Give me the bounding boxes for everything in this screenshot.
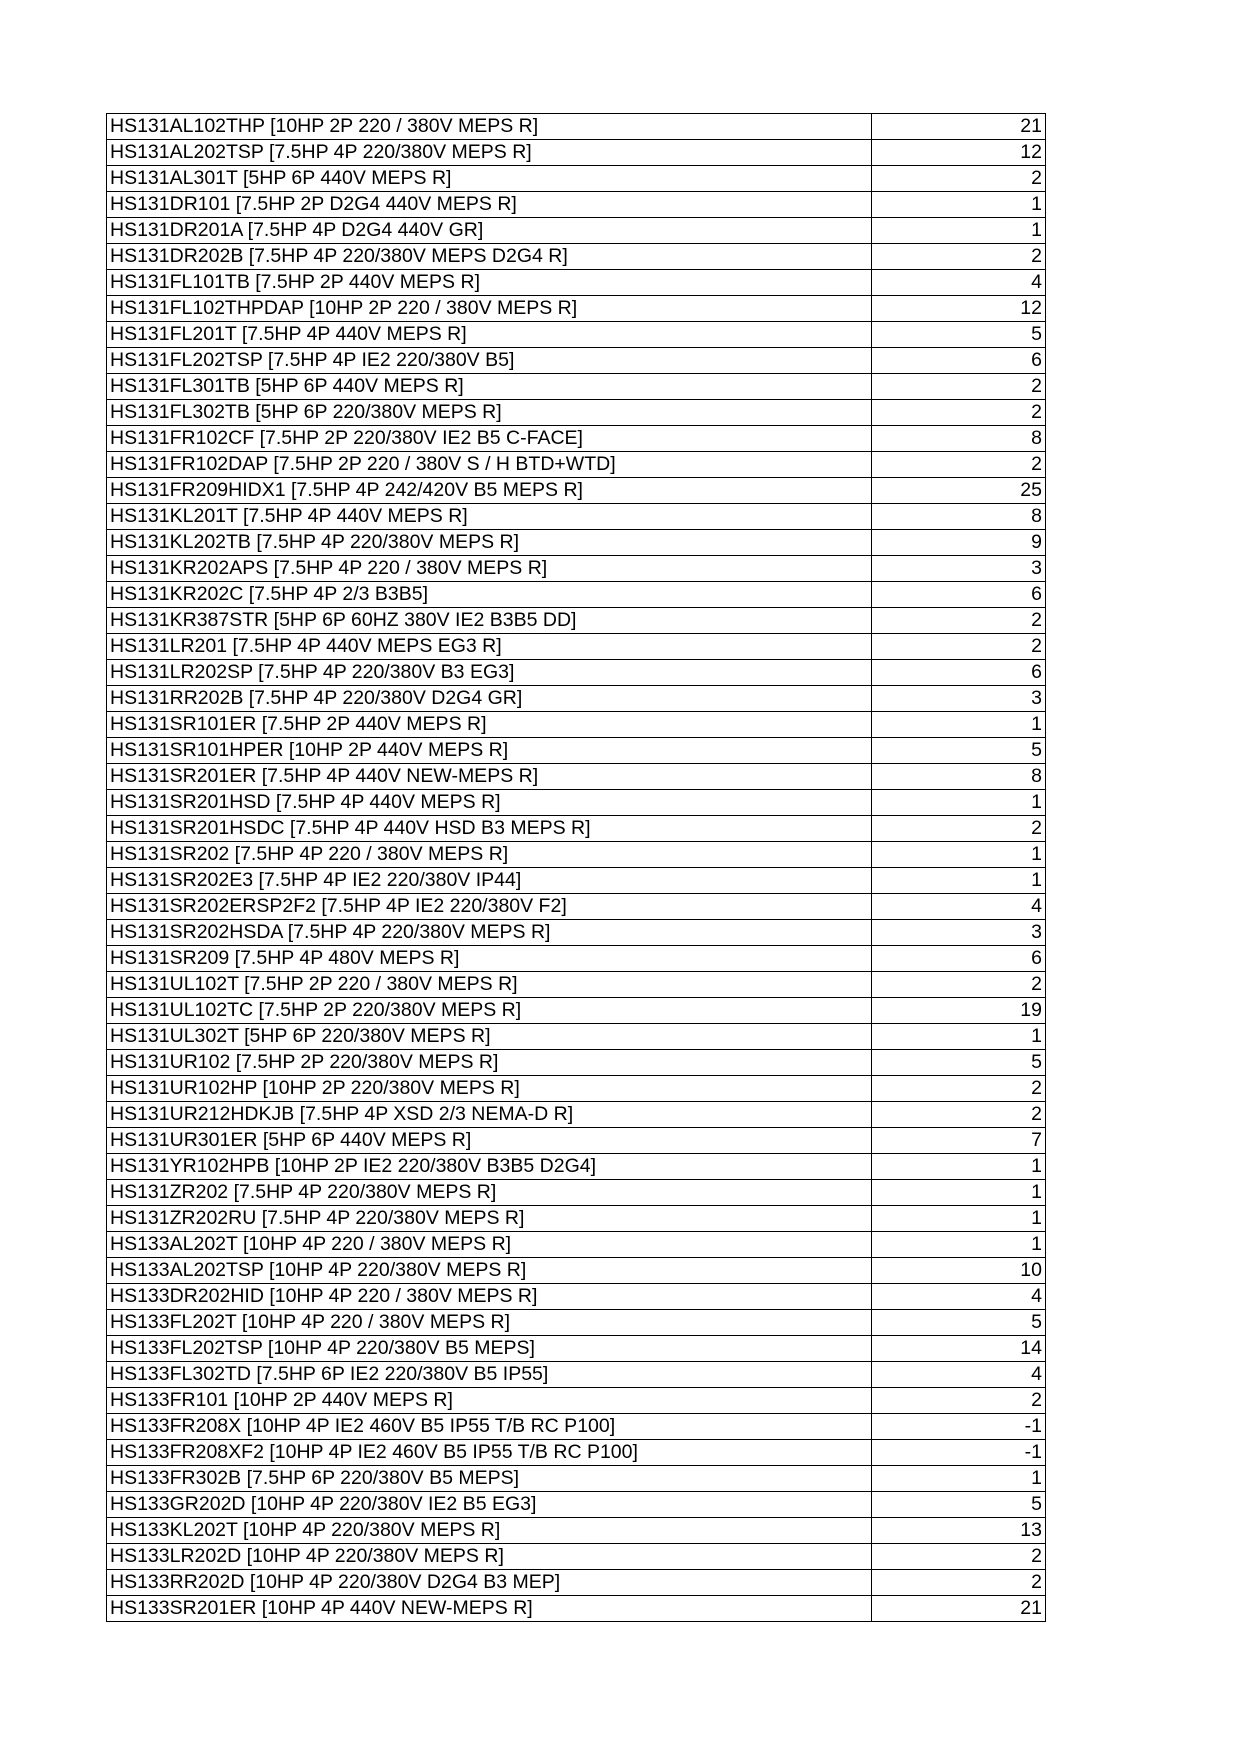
item-description-cell: HS131FR209HIDX1 [7.5HP 4P 242/420V B5 MEPS R] — [107, 478, 872, 504]
table-row — [107, 1388, 1046, 1414]
item-quantity-cell: 5 — [872, 1310, 1046, 1336]
item-quantity-cell: 1 — [872, 1206, 1046, 1232]
table-row — [107, 686, 1046, 712]
table-row — [107, 816, 1046, 842]
item-description-cell: HS131DR202B [7.5HP 4P 220/380V MEPS D2G4 R] — [107, 244, 872, 270]
item-description-cell: HS131KR202APS [7.5HP 4P 220 / 380V MEPS R] — [107, 556, 872, 582]
table-row — [107, 1102, 1046, 1128]
item-description-cell: HS131DR201A [7.5HP 4P D2G4 440V GR] — [107, 218, 872, 244]
table-row — [107, 400, 1046, 426]
table-row — [107, 1258, 1046, 1284]
table-row — [107, 296, 1046, 322]
table-row — [107, 166, 1046, 192]
table-row — [107, 1232, 1046, 1258]
item-quantity-cell: 5 — [872, 322, 1046, 348]
table-row — [107, 738, 1046, 764]
item-description-cell: HS133SR201ER [10HP 4P 440V NEW-MEPS R] — [107, 1596, 872, 1622]
item-description-cell: HS131SR101ER [7.5HP 2P 440V MEPS R] — [107, 712, 872, 738]
item-description-cell: HS131FL202TSP [7.5HP 4P IE2 220/380V B5] — [107, 348, 872, 374]
table-row — [107, 192, 1046, 218]
table-row — [107, 1440, 1046, 1466]
table-row — [107, 946, 1046, 972]
item-quantity-cell: 4 — [872, 1284, 1046, 1310]
item-description-cell: HS133FR208X [10HP 4P IE2 460V B5 IP55 T/B RC P100] — [107, 1414, 872, 1440]
table-row — [107, 1206, 1046, 1232]
item-description-cell: HS133FR208XF2 [10HP 4P IE2 460V B5 IP55 T/B RC P100] — [107, 1440, 872, 1466]
table-row — [107, 1518, 1046, 1544]
item-description-cell: HS131FL302TB [5HP 6P 220/380V MEPS R] — [107, 400, 872, 426]
item-description-cell: HS131AL202TSP [7.5HP 4P 220/380V MEPS R] — [107, 140, 872, 166]
item-quantity-cell: 8 — [872, 426, 1046, 452]
item-quantity-cell: 4 — [872, 1362, 1046, 1388]
item-description-cell: HS133FL302TD [7.5HP 6P IE2 220/380V B5 IP55] — [107, 1362, 872, 1388]
item-quantity-cell: 1 — [872, 1180, 1046, 1206]
item-quantity-cell: 9 — [872, 530, 1046, 556]
item-description-cell: HS133FR302B [7.5HP 6P 220/380V B5 MEPS] — [107, 1466, 872, 1492]
item-description-cell: HS131YR102HPB [10HP 2P IE2 220/380V B3B5 D2G4] — [107, 1154, 872, 1180]
table-row — [107, 1310, 1046, 1336]
item-quantity-cell: 2 — [872, 1570, 1046, 1596]
table-row — [107, 1336, 1046, 1362]
item-quantity-cell: 12 — [872, 296, 1046, 322]
table-row — [107, 218, 1046, 244]
table-row — [107, 556, 1046, 582]
table-row — [107, 920, 1046, 946]
inventory-table-body — [107, 114, 1046, 1622]
table-row — [107, 1284, 1046, 1310]
item-description-cell: HS131FL201T [7.5HP 4P 440V MEPS R] — [107, 322, 872, 348]
item-quantity-cell: 14 — [872, 1336, 1046, 1362]
item-quantity-cell: 1 — [872, 1466, 1046, 1492]
table-row — [107, 1050, 1046, 1076]
item-description-cell: HS131SR202 [7.5HP 4P 220 / 380V MEPS R] — [107, 842, 872, 868]
item-description-cell: HS133GR202D [10HP 4P 220/380V IE2 B5 EG3] — [107, 1492, 872, 1518]
item-quantity-cell: 5 — [872, 1050, 1046, 1076]
item-description-cell: HS131KR387STR [5HP 6P 60HZ 380V IE2 B3B5 DD] — [107, 608, 872, 634]
item-description-cell: HS131LR201 [7.5HP 4P 440V MEPS EG3 R] — [107, 634, 872, 660]
item-description-cell: HS133AL202TSP [10HP 4P 220/380V MEPS R] — [107, 1258, 872, 1284]
item-description-cell: HS131UR102 [7.5HP 2P 220/380V MEPS R] — [107, 1050, 872, 1076]
table-row — [107, 426, 1046, 452]
item-quantity-cell: 2 — [872, 400, 1046, 426]
table-row — [107, 764, 1046, 790]
item-description-cell: HS131LR202SP [7.5HP 4P 220/380V B3 EG3] — [107, 660, 872, 686]
item-quantity-cell: 1 — [872, 1024, 1046, 1050]
item-quantity-cell: 12 — [872, 140, 1046, 166]
table-row — [107, 452, 1046, 478]
table-row — [107, 972, 1046, 998]
table-row — [107, 244, 1046, 270]
table-row — [107, 608, 1046, 634]
item-description-cell: HS133FR101 [10HP 2P 440V MEPS R] — [107, 1388, 872, 1414]
item-quantity-cell: 6 — [872, 946, 1046, 972]
table-row — [107, 1076, 1046, 1102]
item-quantity-cell: -1 — [872, 1414, 1046, 1440]
item-description-cell: HS133KL202T [10HP 4P 220/380V MEPS R] — [107, 1518, 872, 1544]
item-quantity-cell: 7 — [872, 1128, 1046, 1154]
item-description-cell: HS131SR209 [7.5HP 4P 480V MEPS R] — [107, 946, 872, 972]
item-quantity-cell: 10 — [872, 1258, 1046, 1284]
item-quantity-cell: 3 — [872, 686, 1046, 712]
inventory-table — [106, 113, 1046, 1622]
item-quantity-cell: 8 — [872, 504, 1046, 530]
item-quantity-cell: 1 — [872, 1154, 1046, 1180]
item-quantity-cell: 3 — [872, 556, 1046, 582]
item-description-cell: HS131UL102T [7.5HP 2P 220 / 380V MEPS R] — [107, 972, 872, 998]
item-quantity-cell: 1 — [872, 218, 1046, 244]
item-description-cell: HS131SR201ER [7.5HP 4P 440V NEW-MEPS R] — [107, 764, 872, 790]
item-description-cell: HS131FL101TB [7.5HP 2P 440V MEPS R] — [107, 270, 872, 296]
item-quantity-cell: 1 — [872, 192, 1046, 218]
item-description-cell: HS131SR202HSDA [7.5HP 4P 220/380V MEPS R] — [107, 920, 872, 946]
item-quantity-cell: 5 — [872, 1492, 1046, 1518]
item-description-cell: HS131UL102TC [7.5HP 2P 220/380V MEPS R] — [107, 998, 872, 1024]
table-row — [107, 790, 1046, 816]
item-description-cell: HS131KR202C [7.5HP 4P 2/3 B3B5] — [107, 582, 872, 608]
table-row — [107, 140, 1046, 166]
item-quantity-cell: 2 — [872, 972, 1046, 998]
item-quantity-cell: 8 — [872, 764, 1046, 790]
item-description-cell: HS133FL202T [10HP 4P 220 / 380V MEPS R] — [107, 1310, 872, 1336]
item-quantity-cell: 2 — [872, 244, 1046, 270]
table-row — [107, 1362, 1046, 1388]
item-quantity-cell: -1 — [872, 1440, 1046, 1466]
item-description-cell: HS131UL302T [5HP 6P 220/380V MEPS R] — [107, 1024, 872, 1050]
item-description-cell: HS133RR202D [10HP 4P 220/380V D2G4 B3 MEP] — [107, 1570, 872, 1596]
item-quantity-cell: 2 — [872, 452, 1046, 478]
item-quantity-cell: 19 — [872, 998, 1046, 1024]
table-row — [107, 1154, 1046, 1180]
item-quantity-cell: 6 — [872, 660, 1046, 686]
table-row — [107, 478, 1046, 504]
item-quantity-cell: 2 — [872, 1388, 1046, 1414]
item-quantity-cell: 2 — [872, 634, 1046, 660]
item-description-cell: HS131AL102THP [10HP 2P 220 / 380V MEPS R] — [107, 114, 872, 140]
item-description-cell: HS131FR102DAP [7.5HP 2P 220 / 380V S / H BTD+WTD] — [107, 452, 872, 478]
item-quantity-cell: 6 — [872, 348, 1046, 374]
table-row — [107, 1180, 1046, 1206]
item-quantity-cell: 3 — [872, 920, 1046, 946]
item-description-cell: HS133FL202TSP [10HP 4P 220/380V B5 MEPS] — [107, 1336, 872, 1362]
item-quantity-cell: 1 — [872, 868, 1046, 894]
table-row — [107, 712, 1046, 738]
item-description-cell: HS131SR202E3 [7.5HP 4P IE2 220/380V IP44] — [107, 868, 872, 894]
item-quantity-cell: 2 — [872, 1076, 1046, 1102]
table-row — [107, 998, 1046, 1024]
table-row — [107, 1414, 1046, 1440]
item-description-cell: HS131ZR202 [7.5HP 4P 220/380V MEPS R] — [107, 1180, 872, 1206]
item-description-cell: HS131SR201HSDC [7.5HP 4P 440V HSD B3 MEPS R] — [107, 816, 872, 842]
item-quantity-cell: 2 — [872, 816, 1046, 842]
table-row — [107, 1492, 1046, 1518]
table-row — [107, 582, 1046, 608]
table-row — [107, 1024, 1046, 1050]
item-description-cell: HS131SR202ERSP2F2 [7.5HP 4P IE2 220/380V F2] — [107, 894, 872, 920]
item-description-cell: HS131FR102CF [7.5HP 2P 220/380V IE2 B5 C-FACE] — [107, 426, 872, 452]
item-quantity-cell: 4 — [872, 270, 1046, 296]
item-description-cell: HS131FL301TB [5HP 6P 440V MEPS R] — [107, 374, 872, 400]
item-description-cell: HS131UR301ER [5HP 6P 440V MEPS R] — [107, 1128, 872, 1154]
item-quantity-cell: 1 — [872, 842, 1046, 868]
item-description-cell: HS131SR201HSD [7.5HP 4P 440V MEPS R] — [107, 790, 872, 816]
table-row — [107, 868, 1046, 894]
table-row — [107, 634, 1046, 660]
item-quantity-cell: 2 — [872, 1102, 1046, 1128]
item-description-cell: HS131UR102HP [10HP 2P 220/380V MEPS R] — [107, 1076, 872, 1102]
item-quantity-cell: 21 — [872, 1596, 1046, 1622]
item-quantity-cell: 1 — [872, 712, 1046, 738]
item-quantity-cell: 4 — [872, 894, 1046, 920]
item-quantity-cell: 21 — [872, 114, 1046, 140]
item-description-cell: HS131KL202TB [7.5HP 4P 220/380V MEPS R] — [107, 530, 872, 556]
item-description-cell: HS133LR202D [10HP 4P 220/380V MEPS R] — [107, 1544, 872, 1570]
table-row — [107, 114, 1046, 140]
item-description-cell: HS131AL301T [5HP 6P 440V MEPS R] — [107, 166, 872, 192]
table-row — [107, 504, 1046, 530]
item-description-cell: HS131FL102THPDAP [10HP 2P 220 / 380V MEPS R] — [107, 296, 872, 322]
item-quantity-cell: 6 — [872, 582, 1046, 608]
table-row — [107, 894, 1046, 920]
item-description-cell: HS131ZR202RU [7.5HP 4P 220/380V MEPS R] — [107, 1206, 872, 1232]
item-description-cell: HS131KL201T [7.5HP 4P 440V MEPS R] — [107, 504, 872, 530]
item-quantity-cell: 2 — [872, 374, 1046, 400]
item-quantity-cell: 1 — [872, 1232, 1046, 1258]
item-quantity-cell: 13 — [872, 1518, 1046, 1544]
table-row — [107, 348, 1046, 374]
table-row — [107, 1466, 1046, 1492]
table-row — [107, 374, 1046, 400]
table-row — [107, 530, 1046, 556]
table-row — [107, 842, 1046, 868]
item-quantity-cell: 2 — [872, 1544, 1046, 1570]
table-row — [107, 322, 1046, 348]
table-row — [107, 270, 1046, 296]
inventory-sheet — [106, 113, 1045, 1622]
item-quantity-cell: 25 — [872, 478, 1046, 504]
item-quantity-cell: 2 — [872, 608, 1046, 634]
item-description-cell: HS131UR212HDKJB [7.5HP 4P XSD 2/3 NEMA-D R] — [107, 1102, 872, 1128]
item-quantity-cell: 5 — [872, 738, 1046, 764]
item-description-cell: HS131SR101HPER [10HP 2P 440V MEPS R] — [107, 738, 872, 764]
item-description-cell: HS131DR101 [7.5HP 2P D2G4 440V MEPS R] — [107, 192, 872, 218]
table-row — [107, 1570, 1046, 1596]
table-row — [107, 1544, 1046, 1570]
table-row — [107, 660, 1046, 686]
item-quantity-cell: 1 — [872, 790, 1046, 816]
item-description-cell: HS133DR202HID [10HP 4P 220 / 380V MEPS R] — [107, 1284, 872, 1310]
table-row — [107, 1596, 1046, 1622]
item-description-cell: HS133AL202T [10HP 4P 220 / 380V MEPS R] — [107, 1232, 872, 1258]
item-description-cell: HS131RR202B [7.5HP 4P 220/380V D2G4 GR] — [107, 686, 872, 712]
item-quantity-cell: 2 — [872, 166, 1046, 192]
table-row — [107, 1128, 1046, 1154]
